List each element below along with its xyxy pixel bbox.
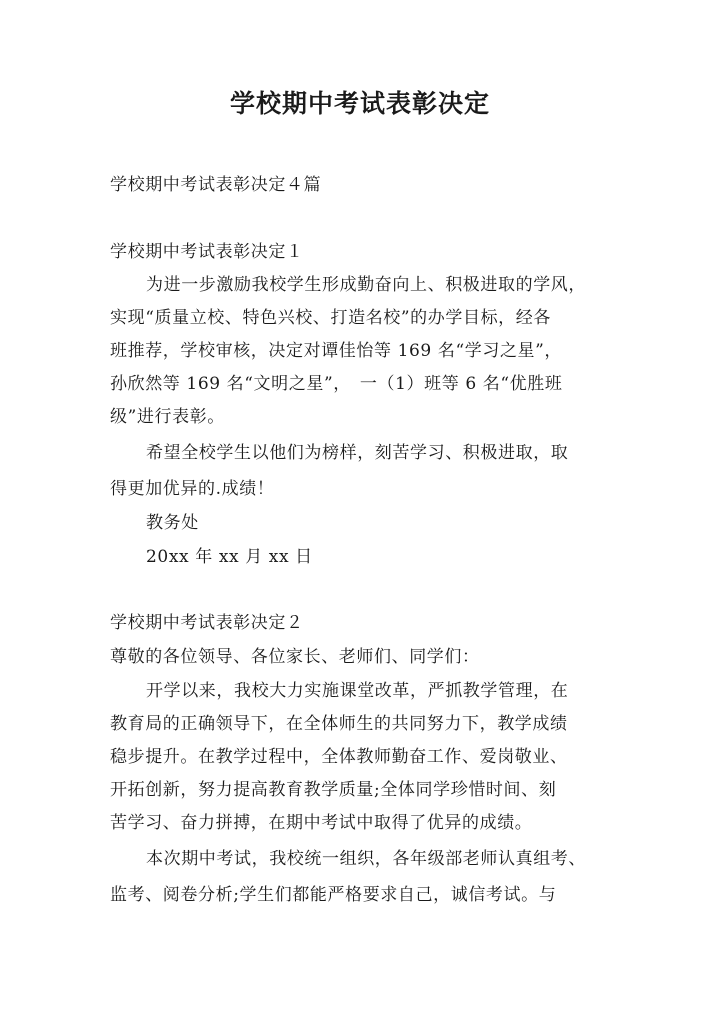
document-title: 学校期中考试表彰决定 xyxy=(229,89,490,118)
section1-para1-line: 孙欣然等 169 名“文明之星”， 一（1）班等 6 名“优胜班 xyxy=(110,374,563,394)
section1-para1-line: 为进一步激励我校学生形成勤奋向上、积极进取的学风， xyxy=(146,275,586,295)
section2-para1-line: 开拓创新，努力提高教育教学质量;全体同学珍惜时间、刻 xyxy=(110,780,557,800)
section1-para1-line: 班推荐，学校审核，决定对谭佳怡等 169 名“学习之星”， xyxy=(110,341,563,361)
section2-para2-line: 本次期中考试，我校统一组织，各年级部老师认真组考、 xyxy=(146,849,586,869)
section1-para1-line: 实现“质量立校、特色兴校、打造名校”的办学目标，经各 xyxy=(110,308,551,328)
section2-salutation: 尊敬的各位领导、各位家长、老师们、同学们： xyxy=(110,647,480,667)
document-subtitle: 学校期中考试表彰决定４篇 xyxy=(110,175,322,195)
section1-para1-line: 级”进行表彰。 xyxy=(110,407,225,427)
section1-signature: 教务处 xyxy=(146,513,199,533)
section2-para1-line: 教育局的正确领导下，在全体师生的共同努力下，教学成绩 xyxy=(110,714,568,734)
section2-heading: 学校期中考试表彰决定２ xyxy=(110,613,304,633)
section2-para1-line: 开学以来，我校大力实施课堂改革，严抓教学管理，在 xyxy=(146,681,569,701)
section1-heading: 学校期中考试表彰决定１ xyxy=(110,242,304,262)
section2-para1-line: 苦学习、奋力拼搏，在期中考试中取得了优异的成绩。 xyxy=(110,813,533,833)
section2-para1-line: 稳步提升。在教学过程中，全体教师勤奋工作、爱岗敬业、 xyxy=(110,747,568,767)
section1-para2-line: 希望全校学生以他们为榜样，刻苦学习、积极进取，取 xyxy=(146,443,569,463)
section2-para2-line: 监考、阅卷分析;学生们都能严格要求自己，诚信考试。与 xyxy=(110,885,557,905)
section1-para2-line: 得更加优异的.成绩！ xyxy=(110,479,275,499)
section1-date: 20xx 年 xx 月 xx 日 xyxy=(146,547,313,567)
